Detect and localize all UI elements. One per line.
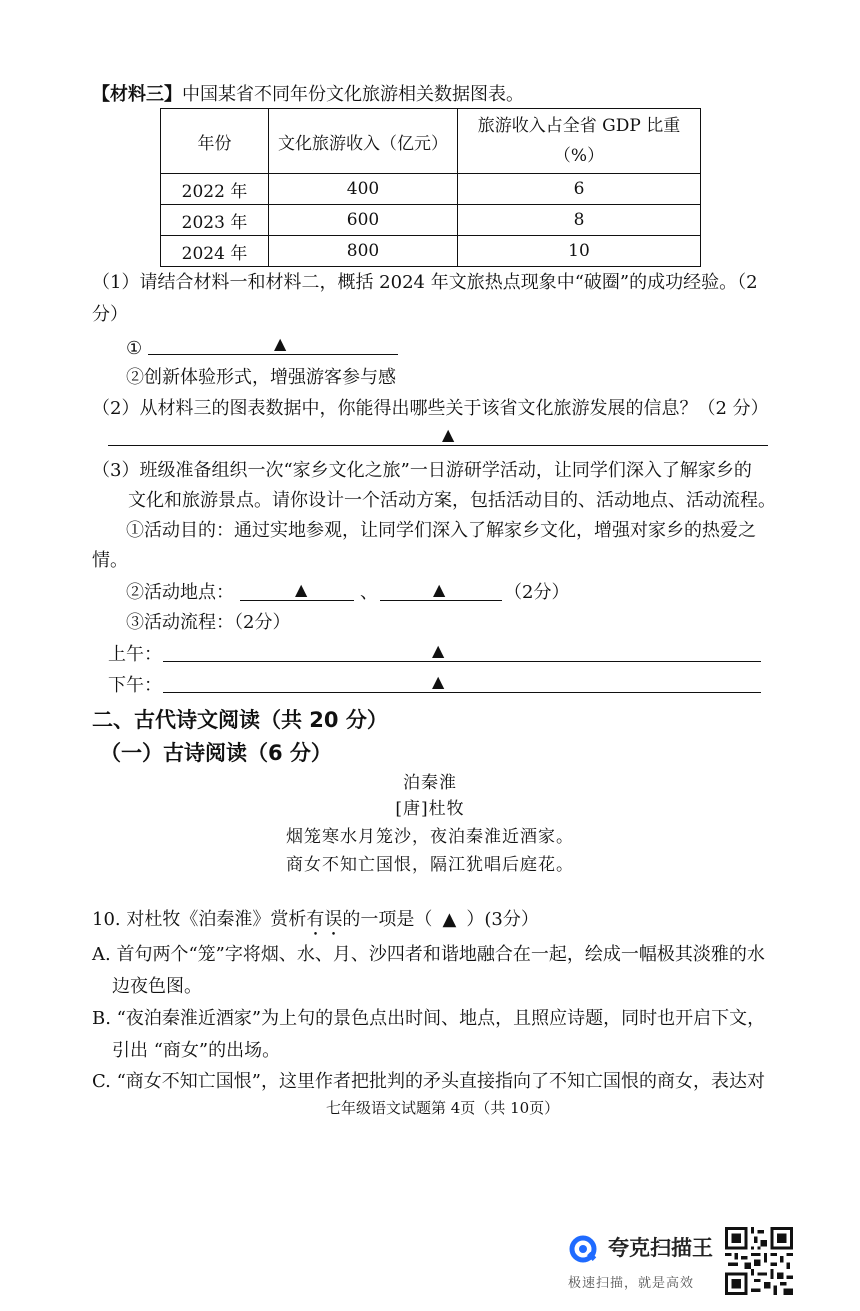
header-income: 文化旅游收入（亿元） xyxy=(269,109,458,174)
emphasis-text: 有误 xyxy=(306,909,343,930)
answer-mark: ▲ xyxy=(442,425,455,444)
q1-stem-line1: （1）请结合材料一和材料二，概括 2024 年文旅热点现象中“破圈”的成功经验。（2 xyxy=(92,272,758,293)
q3-place-input-2[interactable] xyxy=(380,600,502,601)
q3-stem-line2: 文化和旅游景点。请你设计一个活动方案，包括活动目的、活动地点、活动流程。 xyxy=(128,490,776,511)
quark-logo-icon xyxy=(568,1234,598,1264)
poem-title: 泊秦淮 xyxy=(403,773,457,793)
answer-mark[interactable]: ▲ xyxy=(442,909,457,930)
q3-stem-line1: （3）班级准备组织一次“家乡文化之旅”一日游研学活动，让同学们深入了解家乡的 xyxy=(92,460,752,481)
q3-morning-label: 上午： xyxy=(108,644,162,665)
q3-morning-input[interactable] xyxy=(163,661,761,662)
q3-place-separator: 、 xyxy=(360,582,378,603)
cell-year: 2024 年 xyxy=(161,236,269,267)
table-header-row xyxy=(161,109,701,174)
poem-author: [唐]杜牧 xyxy=(395,799,465,819)
table-row xyxy=(161,205,701,236)
cell-income: 400 xyxy=(269,174,458,205)
cell-share: 10 xyxy=(458,236,701,267)
q2-stem: （2）从材料三的图表数据中，你能得出哪些关于该省文化旅游发展的信息？（2 分） xyxy=(92,398,769,419)
answer-mark: ▲ xyxy=(432,641,445,660)
cell-income: 600 xyxy=(269,205,458,236)
q3-place-score: （2分） xyxy=(504,582,570,603)
answer-mark: ▲ xyxy=(274,334,287,353)
material-3-heading xyxy=(92,82,524,108)
material-text: 中国某省不同年份文化旅游相关数据图表。 xyxy=(182,84,524,105)
q1-item1: ① xyxy=(126,338,143,359)
cell-share: 8 xyxy=(458,205,701,236)
q3-place-label: ②活动地点： xyxy=(126,582,234,603)
q10-option-a-line1: A. 首句两个“笼”字将烟、水、月、沙四者和谐地融合在一起，绘成一幅极其淡雅的水 xyxy=(92,944,765,965)
brand-name: 夸克扫描王 xyxy=(608,1236,713,1260)
table-row xyxy=(161,174,701,205)
q3-place-input-1[interactable] xyxy=(240,600,354,601)
section-2-title: 二、古代诗文阅读（共 20 分） xyxy=(92,708,388,732)
header-gdp-share: 旅游收入占全省 GDP 比重 （%） xyxy=(458,109,701,174)
q10-option-b-line1: B. “夜泊秦淮近酒家”为上句的景色点出时间、地点，且照应诗题，同时也开启下文， xyxy=(92,1008,766,1029)
answer-mark: ▲ xyxy=(295,580,308,599)
section-2-subtitle: （一）古诗阅读（6 分） xyxy=(100,741,332,765)
cell-year: 2023 年 xyxy=(161,205,269,236)
poem-line-1: 烟笼寒水月笼沙，夜泊秦淮近酒家。 xyxy=(286,827,574,847)
q3-purpose-line1: ①活动目的：通过实地参观，让同学们深入了解家乡文化，增强对家乡的热爱之 xyxy=(126,520,756,541)
q3-afternoon-input[interactable] xyxy=(163,692,761,693)
material-tag: 【材料三】 xyxy=(92,84,182,105)
page-footer: 七年级语文试题第 4页（共 10页） xyxy=(326,1099,560,1117)
q1-stem-line2: 分） xyxy=(92,304,128,325)
brand-slogan: 极速扫描，就是高效 xyxy=(568,1276,695,1291)
answer-mark: ▲ xyxy=(433,580,446,599)
q3-afternoon-label: 下午： xyxy=(108,675,162,696)
cell-share: 6 xyxy=(458,174,701,205)
cell-year: 2022 年 xyxy=(161,174,269,205)
qr-code-icon xyxy=(725,1227,793,1295)
q10-option-c-line1: C. “商女不知亡国恨”，这里作者把批判的矛头直接指向了不知亡国恨的商女，表达对 xyxy=(92,1071,765,1092)
header-year: 年份 xyxy=(161,109,269,174)
table-row xyxy=(161,236,701,267)
q1-answer-line[interactable] xyxy=(148,354,398,355)
q1-item2: ②创新体验形式，增强游客参与感 xyxy=(126,367,396,388)
q2-answer-line[interactable] xyxy=(108,445,768,446)
q10-stem: 10. 对杜牧《泊秦淮》赏析有误的一项是（ ▲ ）(3分） xyxy=(92,907,539,940)
poem-line-2: 商女不知亡国恨，隔江犹唱后庭花。 xyxy=(286,855,574,875)
answer-mark: ▲ xyxy=(432,672,445,691)
q3-purpose-line2: 情。 xyxy=(92,550,128,571)
q10-option-a-line2: 边夜色图。 xyxy=(112,976,202,997)
q10-option-b-line2: 引出 “商女”的出场。 xyxy=(112,1040,281,1061)
cell-income: 800 xyxy=(269,236,458,267)
tourism-data-table xyxy=(160,108,701,267)
q3-flow-label: ③活动流程：（2分） xyxy=(126,612,291,633)
